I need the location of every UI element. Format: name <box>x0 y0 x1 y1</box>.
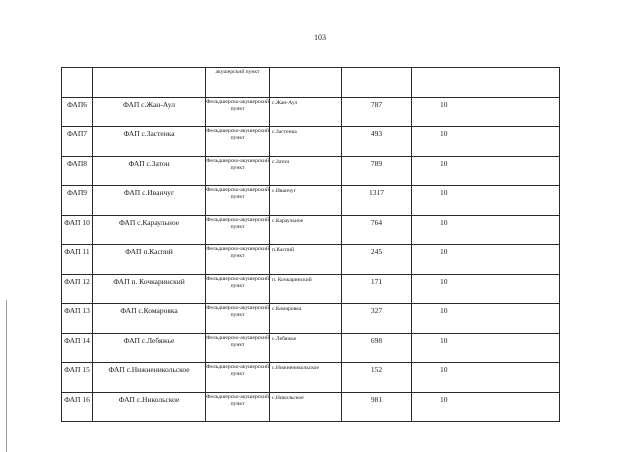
distance-value: 10 <box>440 129 448 138</box>
distance-cell <box>412 127 560 157</box>
facility-name: ФАП с.Жан-Аул <box>123 99 175 109</box>
facility-code: ФАП8 <box>66 158 88 168</box>
location-cell <box>270 156 342 186</box>
code-cell <box>62 127 93 157</box>
distance-value: 10 <box>440 217 448 227</box>
facility-code: ФАП6 <box>66 99 88 109</box>
name-cell <box>93 333 206 363</box>
table-body <box>62 68 560 422</box>
distance-value: 10 <box>440 188 448 197</box>
distance-cell <box>412 274 560 304</box>
location-cell <box>270 333 342 363</box>
location-cell <box>270 186 342 216</box>
distance-value: 10 <box>440 247 448 256</box>
population-cell <box>342 127 412 157</box>
facility-type: Фельдшерско-акушерский пункт <box>206 187 269 201</box>
type-cell <box>206 304 270 334</box>
population-cell <box>342 97 412 127</box>
location-cell <box>270 97 342 127</box>
type-cell <box>206 215 270 245</box>
population-cell <box>342 392 412 422</box>
medical-points-table <box>61 67 560 422</box>
distance-cell <box>412 333 560 363</box>
settlement: п. Кочкаринский <box>272 276 312 283</box>
distance-cell <box>412 215 560 245</box>
facility-type: Фельдшерско-акушерский пункт <box>206 334 269 348</box>
distance-value <box>412 68 559 70</box>
distance-cell <box>412 245 560 275</box>
facility-code: ФАП 13 <box>64 306 90 315</box>
facility-type: Фельдшерско-акушерский пункт <box>206 216 269 230</box>
facility-name: ФАП с.Комаровка <box>120 306 178 315</box>
facility-type: Фельдшерско-акушерский пункт <box>206 128 269 142</box>
name-cell <box>93 215 206 245</box>
name-cell <box>93 156 206 186</box>
name-cell <box>93 363 206 393</box>
facility-name: ФАП с.Нижненикольское <box>108 365 190 374</box>
facility-name: ФАП с.Затон <box>128 158 170 168</box>
population-value <box>342 68 411 70</box>
facility-code: ФАП 15 <box>64 365 90 374</box>
distance-value: 10 <box>440 365 448 374</box>
facility-type: Фельдшерско-акушерский пункт <box>206 275 269 289</box>
population-value: 698 <box>370 335 383 345</box>
type-cell <box>206 97 270 127</box>
location-cell <box>270 215 342 245</box>
facility-name <box>93 68 205 70</box>
population-cell <box>342 363 412 393</box>
code-cell <box>62 156 93 186</box>
name-cell <box>93 274 206 304</box>
code-cell <box>62 245 93 275</box>
type-cell <box>206 156 270 186</box>
distance-cell <box>412 363 560 393</box>
population-cell <box>342 215 412 245</box>
distance-value: 10 <box>440 394 448 404</box>
population-value: 171 <box>370 276 383 286</box>
population-value: 789 <box>370 158 383 168</box>
settlement: с.Никольское <box>272 394 304 401</box>
code-cell <box>62 304 93 334</box>
facility-type: Фельдшерско-акушерский пункт <box>206 98 269 112</box>
facility-code: ФАП7 <box>66 129 88 138</box>
name-cell <box>93 245 206 275</box>
type-cell <box>206 392 270 422</box>
distance-value: 10 <box>440 335 448 345</box>
population-cell <box>342 274 412 304</box>
population-cell <box>342 304 412 334</box>
population-value: 327 <box>370 306 383 315</box>
population-cell <box>342 156 412 186</box>
table-row <box>62 186 560 216</box>
code-cell <box>62 333 93 363</box>
facility-name: ФАП с.Караульное <box>118 217 180 227</box>
facility-name: ФАП п.Каспий <box>125 247 173 256</box>
type-cell <box>206 186 270 216</box>
facility-name: ФАП с.Застенка <box>123 129 175 138</box>
facility-type: Фельдшерско-акушерский пункт <box>206 305 269 319</box>
facility-code: ФАП 10 <box>64 217 90 227</box>
facility-code: ФАП 11 <box>64 247 90 256</box>
distance-cell <box>412 392 560 422</box>
table-row <box>62 68 560 98</box>
table-row <box>62 127 560 157</box>
table-row <box>62 274 560 304</box>
table-row <box>62 333 560 363</box>
type-cell <box>206 68 270 98</box>
settlement <box>270 68 341 70</box>
name-cell <box>93 127 206 157</box>
scan-edge-line <box>6 300 7 452</box>
type-cell <box>206 127 270 157</box>
location-cell <box>270 127 342 157</box>
location-cell <box>270 304 342 334</box>
location-cell <box>270 245 342 275</box>
distance-cell <box>412 186 560 216</box>
name-cell <box>93 97 206 127</box>
code-cell <box>62 363 93 393</box>
type-cell <box>206 363 270 393</box>
type-cell <box>206 274 270 304</box>
population-value: 152 <box>370 365 383 374</box>
type-cell <box>206 245 270 275</box>
facility-code <box>62 68 92 70</box>
page-number: 103 <box>314 33 326 42</box>
table-row <box>62 363 560 393</box>
distance-cell <box>412 68 560 98</box>
facility-name: ФАП с.Лебяжье <box>123 335 175 345</box>
facility-code: ФАП 16 <box>64 394 90 404</box>
population-value: 764 <box>370 217 383 227</box>
population-value: 981 <box>370 394 383 404</box>
code-cell <box>62 274 93 304</box>
population-cell <box>342 333 412 363</box>
table-row <box>62 156 560 186</box>
population-value: 1317 <box>369 188 384 197</box>
settlement: п.Каспий <box>272 247 294 253</box>
code-cell <box>62 186 93 216</box>
settlement: с.Застенка <box>272 129 297 135</box>
name-cell <box>93 304 206 334</box>
name-cell <box>93 392 206 422</box>
distance-value: 10 <box>440 306 448 315</box>
facility-type: Фельдшерско-акушерский пункт <box>206 246 269 260</box>
location-cell <box>270 274 342 304</box>
settlement: с.Иванчуг <box>272 188 296 194</box>
settlement: с.Лебяжье <box>272 335 297 342</box>
population-cell <box>342 68 412 98</box>
location-cell <box>270 392 342 422</box>
population-value: 245 <box>370 247 383 256</box>
distance-value: 10 <box>440 99 448 109</box>
code-cell <box>62 68 93 98</box>
population-value: 493 <box>370 129 383 138</box>
table-row <box>62 304 560 334</box>
location-cell <box>270 363 342 393</box>
distance-cell <box>412 156 560 186</box>
population-cell <box>342 245 412 275</box>
settlement: с.Караульное <box>272 217 304 224</box>
settlement: с.Жан-Аул <box>272 99 298 106</box>
table-row <box>62 392 560 422</box>
facility-code: ФАП 12 <box>64 276 90 286</box>
location-cell <box>270 68 342 98</box>
facility-type: акушерский пункт <box>215 69 260 75</box>
facility-type: Фельдшерско-акушерский пункт <box>206 364 269 378</box>
facility-code: ФАП9 <box>66 188 88 197</box>
code-cell <box>62 392 93 422</box>
facility-type: Фельдшерско-акушерский пункт <box>206 157 269 171</box>
facility-type: Фельдшерско-акушерский пункт <box>206 393 269 407</box>
settlement: с.Нижненикольское <box>272 365 320 371</box>
facility-name: ФАП с.Иванчуг <box>123 188 175 197</box>
settlement: с.Затон <box>272 158 290 165</box>
distance-value: 10 <box>440 276 448 286</box>
population-value: 787 <box>370 99 383 109</box>
distance-value: 10 <box>440 158 448 168</box>
facility-name: ФАП с.Никольское <box>118 394 180 404</box>
distance-cell <box>412 97 560 127</box>
code-cell <box>62 215 93 245</box>
code-cell <box>62 97 93 127</box>
type-cell <box>206 333 270 363</box>
facility-name: ФАП п. Кочкаринский <box>113 276 185 286</box>
distance-cell <box>412 304 560 334</box>
table-row <box>62 215 560 245</box>
population-cell <box>342 186 412 216</box>
table-row <box>62 245 560 275</box>
table-row <box>62 97 560 127</box>
name-cell <box>93 186 206 216</box>
name-cell <box>93 68 206 98</box>
settlement: с.Комаровка <box>272 306 302 312</box>
facility-code: ФАП 14 <box>64 335 90 345</box>
